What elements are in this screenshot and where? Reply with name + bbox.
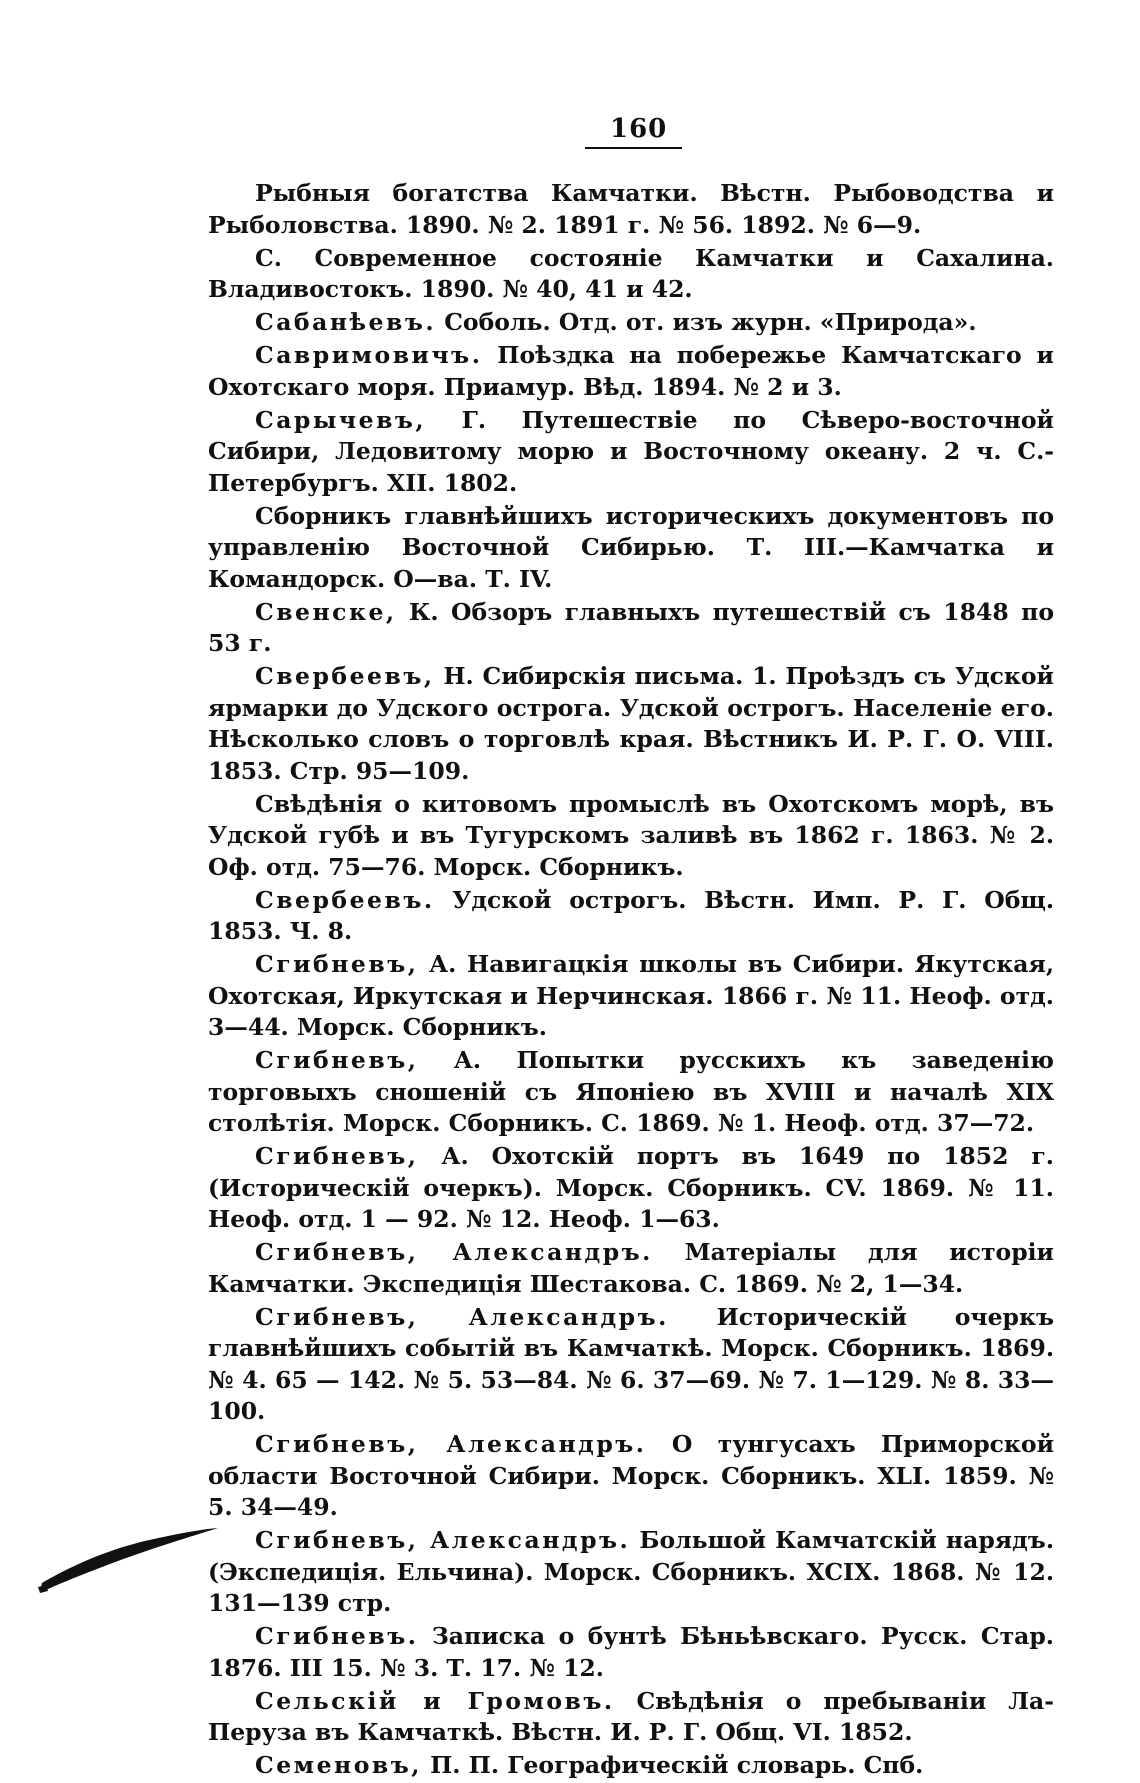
entry-text: Большой Камчатскій нарядъ. (Экспедиція. Ельчина). Морск. Сборникъ. XCIX. 1868. № 12. 131—139 стр. [208, 1526, 1055, 1617]
entry-text: Поѣздка на побережье Камчатскаго и Охотскаго моря. Приамур. Вѣд. 1894. № 2 и 3. [208, 341, 1054, 401]
bibliography-entry [208, 1525, 1054, 1620]
entry-text: Н. Сибирскія письма. 1. Проѣздъ съ Удской ярмарки до Удского острога. Удской острогъ. Населеніе его. Нѣсколько словъ о торговлѣ края. Вѣстникъ И. Р. Г. О. VIII. 1853. Стр. 95—109. [208, 662, 1054, 785]
bibliography-entry [208, 178, 1054, 241]
bibliography-entry [208, 1302, 1054, 1428]
entry-author: Савримовичъ. [255, 341, 483, 369]
entry-text: С. Современное состояніе Камчатки и Сахалина. Владивостокъ. 1890. № 40, 41 и 42. [208, 243, 1054, 303]
bibliography-entry [208, 949, 1054, 1044]
entry-author: Сгибневъ, Александръ. [255, 1430, 647, 1458]
bibliography-entry [208, 1237, 1054, 1300]
entry-author: Сгибневъ, Александръ. [255, 1238, 653, 1266]
entry-text: Записка о бунтѣ Бѣньѣвскаго. Русск. Стар. 1876. III 15. № 3. Т. 17. № 12. [208, 1622, 1054, 1682]
bibliography-entry [208, 340, 1054, 403]
bibliography-entry [208, 597, 1054, 660]
entry-text: А. Охотскій портъ въ 1649 по 1852 г. (Историческій очеркъ). Морск. Сборникъ. CV. 1869. № 11. Неоф. отд. 1 — 92. № 12. Неоф. 1—63. [208, 1142, 1054, 1233]
entry-text: Удской острогъ. Вѣстн. Имп. Р. Г. Общ. 1853. Ч. 8. [208, 885, 1054, 945]
bibliography-entry [208, 885, 1054, 948]
entry-text: А. Попытки русскихъ къ заведенію торговыхъ сношеній съ Японіею въ XVIII и началѣ XIX столѣтія. Морск. Сборникъ. С. 1869. № 1. Неоф. отд. 37—72. [208, 1046, 1054, 1137]
entry-author: Сгибневъ, [255, 1142, 419, 1170]
entry-author: Сгибневъ, [255, 1046, 419, 1074]
bibliography-entry [208, 501, 1054, 596]
entry-text: А. Навигацкія школы въ Сибири. Якутская, Охотская, Иркутская и Нерчинская. 1866 г. № 11. Неоф. отд. 3—44. Морск. Сборникъ. [208, 950, 1054, 1041]
bibliography-entry [208, 1621, 1054, 1684]
entry-author: Сгибневъ. [255, 1622, 419, 1650]
quill-stroke-mark [36, 1525, 221, 1595]
entry-author: Свербеевъ. [255, 885, 435, 914]
page-number: 160 [610, 114, 668, 144]
bibliography-entry [208, 1141, 1054, 1236]
header-rule [585, 147, 682, 149]
entry-author: Семеновъ, [255, 1751, 422, 1779]
entry-text: Соболь. Отд. от. изъ журн. «Природа». [436, 308, 977, 336]
entry-text: Рыбныя богатства Камчатки. Вѣстн. Рыбоводства и Рыболовства. 1890. № 2. 1891 г. № 56. 1892. № 6—9. [208, 179, 1054, 239]
entry-author: Сгибневъ, Александръ. [255, 1302, 669, 1331]
bibliography-entry [208, 243, 1054, 306]
entry-text: Г. Путешествіе по Сѣверо-восточной Сибири, Ледовитому морю и Восточному океану. 2 ч. С.-Петербургъ. XII. 1802. [208, 405, 1054, 497]
bibliography-entry [208, 1750, 1054, 1782]
entry-text: Свѣдѣнія о пребываніи Ла-Перуза въ Камчаткѣ. Вѣстн. И. Р. Г. Общ. VI. 1852. [208, 1686, 1055, 1746]
bibliography-entry [208, 1045, 1054, 1140]
entry-text: Сборникъ главнѣйшихъ историческихъ документовъ по управленію Восточной Сибирью. Т. III.—Камчатка и Командорск. О—ва. Т. IV. [208, 501, 1054, 593]
bibliography-entry [208, 405, 1054, 500]
entry-text: Матеріалы для исторіи Камчатки. Экспедиція Шестакова. С. 1869. № 2, 1—34. [208, 1238, 1054, 1298]
entry-author: Сгибневъ, [255, 950, 419, 978]
bibliography-entry [208, 1686, 1054, 1749]
bibliography-entry [208, 1429, 1054, 1524]
entry-author: Свербеевъ, [255, 662, 435, 690]
entry-author: Сабанѣевъ. [255, 308, 437, 336]
entry-text: О тунгусахъ Приморской области Восточной Сибири. Морск. Сборникъ. XLI. 1859. № 5. 34—49. [208, 1430, 1055, 1521]
entry-text: Историческій очеркъ главнѣйшихъ событій въ Камчаткѣ. Морск. Сборникъ. 1869. № 4. 65 — 142. № 5. 53—84. № 6. 37—69. № 7. 1—129. № 8. 33—100. [208, 1302, 1054, 1425]
entry-author: Сарычевъ, [255, 405, 427, 434]
bibliography-entry [208, 307, 1054, 339]
entry-text: К. Обзоръ главныхъ путешествій съ 1848 по 53 г. [208, 597, 1054, 657]
entry-author: Сгибневъ, Александръ. [255, 1526, 631, 1554]
entry-author: Свенске, [255, 597, 397, 626]
entry-text: П. П. Географическій словарь. Спб. [421, 1751, 924, 1779]
bibliography-list [208, 178, 1054, 1783]
bibliography-entry [208, 789, 1054, 884]
entry-text: Свѣдѣнія о китовомъ промыслѣ въ Охотскомъ морѣ, въ Удской губѣ и въ Тугурскомъ заливѣ въ 1862 г. 1863. № 2. Оф. отд. 75—76. Морск. Сборникъ. [208, 789, 1054, 881]
bibliography-entry [208, 661, 1054, 787]
entry-author: Сельскій и Громовъ. [255, 1686, 615, 1715]
